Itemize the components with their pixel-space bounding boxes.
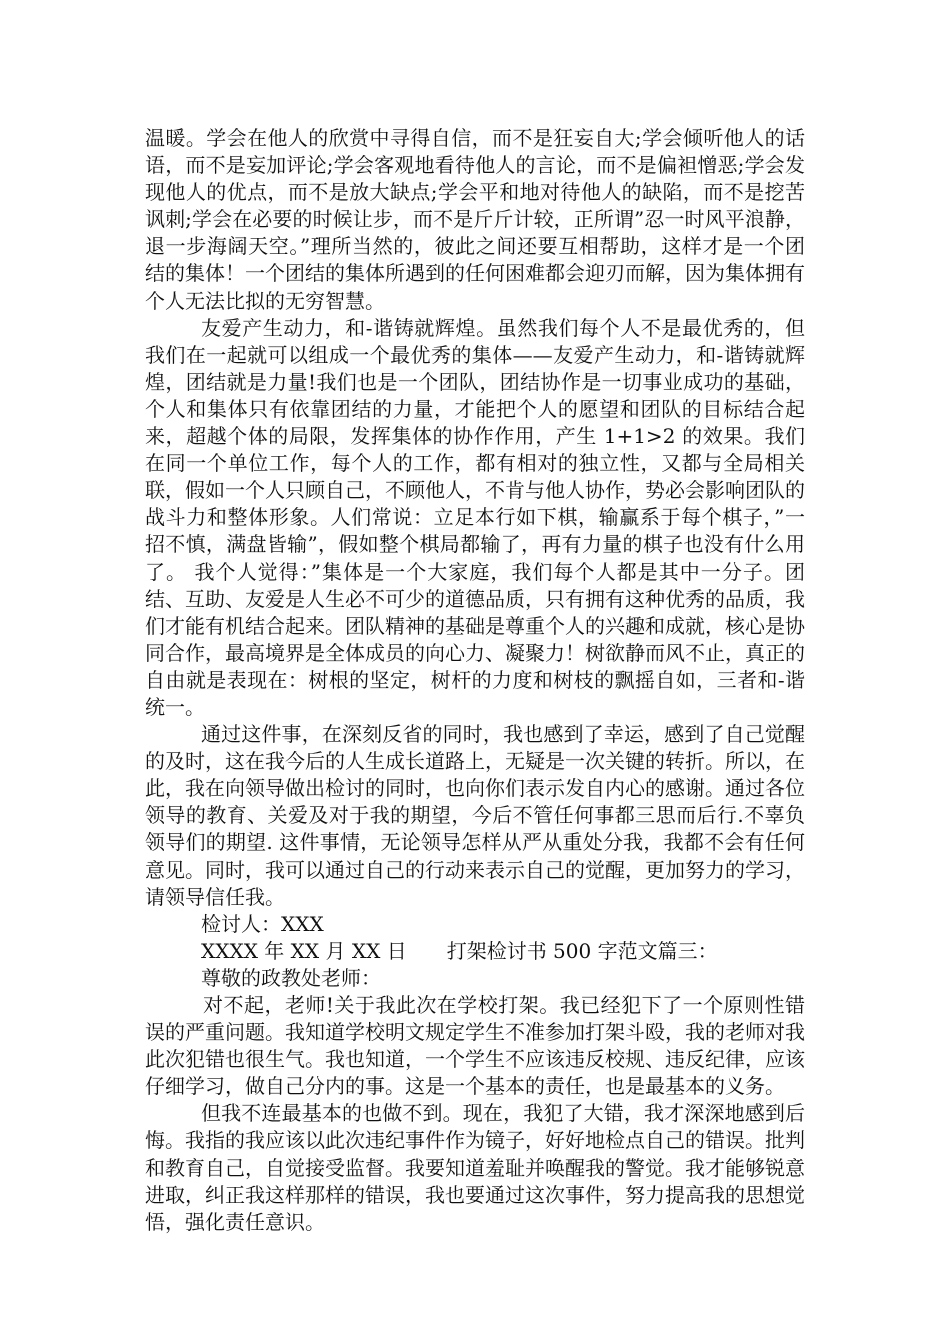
paragraph-reflection: 通过这件事，在深刻反省的同时，我也感到了幸运，感到了自己觉醒的及时，这在我今后的人生成长道路上，无疑是一次关键的转折。所以，在此，我在向领导做出检讨的同时，也向你们表示发自内心的感谢。通过各位领导的教育、关爱及对于我的期望，今后不管任何事都三思而后行.不辜负领导们的期望. 这件事情，无论领导怎样从严从重处分我，我都不会有任何意见。同时，我可以通过自己的行动来表示自己的觉醒，更加努力的学习，请领导信任我。 bbox=[145, 722, 805, 909]
paragraph-apology: 对不起，老师!关于我此次在学校打架。我已经犯下了一个原则性错误的严重问题。我知道学校明文规定学生不准参加打架斗殴，我的老师对我此次犯错也很生气。我也知道，一个学生不应该违反校规、违反纪律，应该仔细学习，做自己分内的事。这是一个基本的责任，也是最基本的义务。 bbox=[145, 993, 805, 1099]
paragraph-continuation: 温暖。学会在他人的欣赏中寻得自信，而不是狂妄自大;学会倾听他人的话语，而不是妄加评论;学会客观地看待他人的言论，而不是偏袒憎恶;学会发现他人的优点，而不是放大缺点;学会平和地对待他人的缺陷，而不是挖苦讽刺;学会在必要的时候让步，而不是斤斤计较，正所谓”忍一时风平浪静，退一步海阔天空。”理所当然的，彼此之间还要互相帮助，这样才是一个团结的集体！一个团结的集体所遇到的任何困难都会迎刃而解，因为集体拥有个人无法比拟的无穷智慧。 bbox=[145, 126, 805, 313]
paragraph-regret: 但我不连最基本的也做不到。现在，我犯了大错，我才深深地感到后悔。我指的我应该以此次违纪事件作为镜子，好好地检点自己的错误。批判和教育自己，自觉接受监督。我要知道羞耻并唤醒我的警觉。我才能够锐意进取，纠正我这样那样的错误，我也要通过这次事件，努力提高我的思想觉悟，强化责任意识。 bbox=[145, 1101, 805, 1234]
salutation: 尊敬的政教处老师： bbox=[201, 965, 381, 990]
signature-line: 检讨人：XXX bbox=[201, 911, 324, 936]
paragraph-teamwork: 友爱产生动力，和-谐铸就辉煌。虽然我们每个人不是最优秀的，但我们在一起就可以组成一个最优秀的集体——友爱产生动力，和-谐铸就辉煌，团结就是力量!我们也是一个团队，团结协作是一切事业成功的基础，个人和集体只有依靠团结的力量，才能把个人的愿望和团队的目标结合起来，超越个体的局限，发挥集体的协作作用，产生 1+1>2 的效果。我们在同一个单位工作，每个人的工作，都有相对的独立性，又都与全局相关联，假如一个人只顾自己，不顾他人，不肯与他人协作，势必会影响团队的战斗力和整体形象。人们常说：立足本行如下棋，输赢系于每个棋子，”一招不慎，满盘皆输”，假如整个棋局都输了，再有力量的棋子也没有什么用了。 我个人觉得：”集体是一个大家庭，我们每个人都是其中一分子。团结、互助、友爱是人生必不可少的道德品质，只有拥有这种优秀的品质，我们才能有机结合起来。团队精神的基础是尊重个人的兴趣和成就，核心是协同合作，最高境界是全体成员的向心力、凝聚力！树欲静而风不止，真正的自由就是表现在：树根的坚定，树杆的力度和树枝的飘摇自如，三者和-谐统一。 bbox=[145, 315, 805, 719]
date-and-heading-line: XXXX 年 XX 月 XX 日 打架检讨书 500 字范文篇三： bbox=[201, 938, 718, 963]
document-body bbox=[145, 125, 805, 1236]
